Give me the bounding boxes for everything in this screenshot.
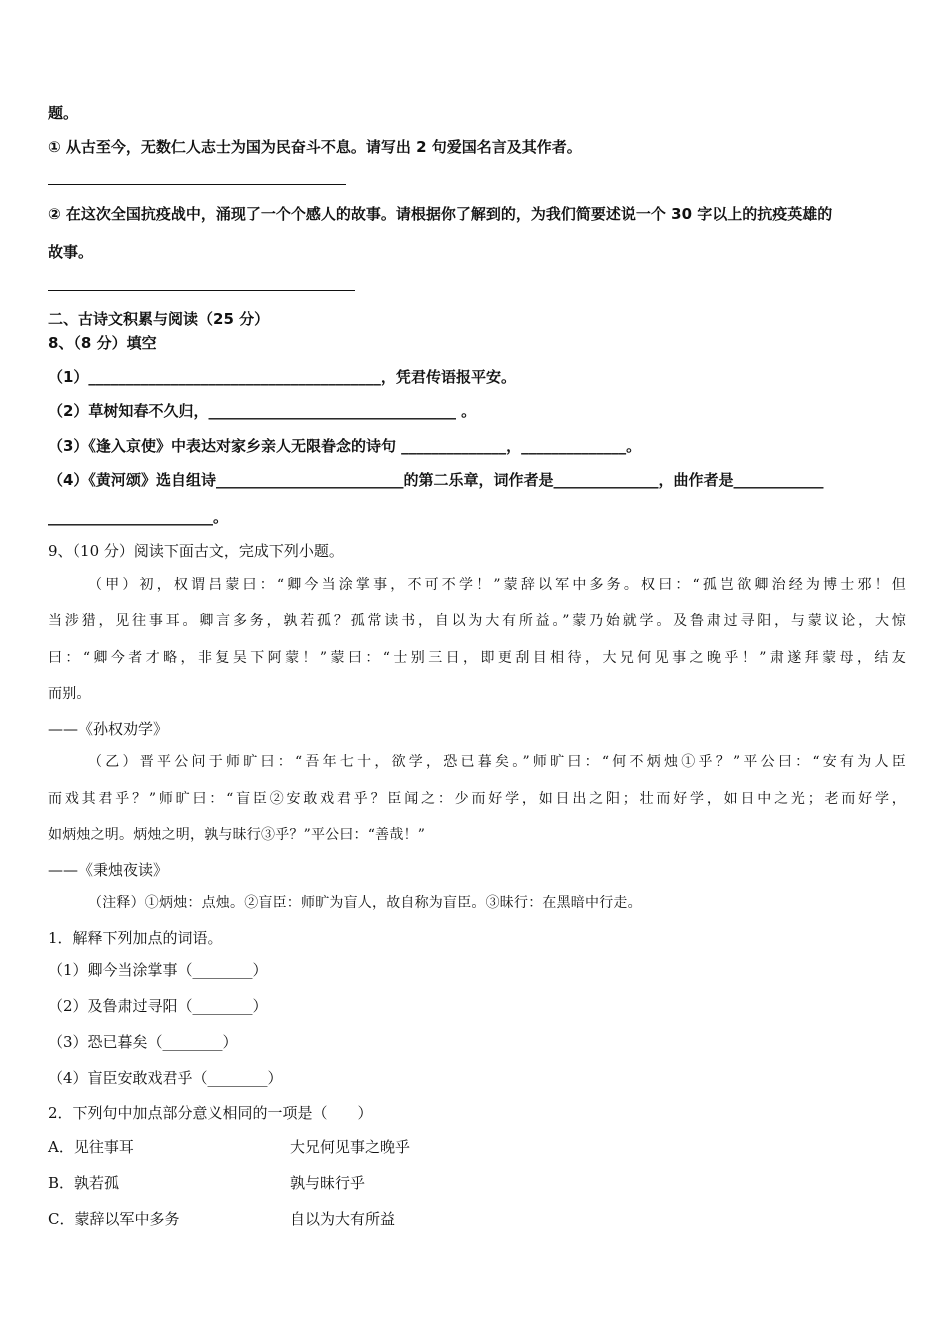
- option-c-right: 自以为大有所益: [290, 1210, 396, 1228]
- option-a-right: 大兄何见事之晚乎: [290, 1138, 411, 1156]
- option-b: [48, 1173, 906, 1193]
- passage-jia-line-2: 当涉猎，见往事耳。卿言多务，孰若孤？孤常读书，自以为大有所益。”蒙乃始就学。及鲁肃过寻阳，与蒙议论，大惊: [48, 613, 906, 629]
- passage-yi-line-1: （乙）晋平公问于师旷曰：“吾年七十，欲学，恐已暮矣。”师旷曰：“何不炳烛①乎？”平公曰：“安有为人臣: [88, 754, 906, 770]
- sub-question-1-item-3: （3）恐已暮矣（________）: [48, 1033, 238, 1051]
- answer-line: [48, 290, 355, 291]
- passage-yi-source: ——《秉烛夜读》: [48, 861, 169, 879]
- option-c: [48, 1209, 906, 1229]
- option-b-right: 孰与昧行乎: [290, 1174, 366, 1192]
- passage-jia-line-3: 曰：“卿今者才略，非复吴下阿蒙！”蒙曰：“士别三日，即更刮目相待，大兄何见事之晚乎！”肃遂拜蒙母，结友: [48, 650, 906, 666]
- question-8-item-3: （3）《逢入京使》中表达对家乡亲人无限眷念的诗句 ______________，______________。: [48, 437, 642, 455]
- passage-jia-line-1: （甲）初，权谓吕蒙曰：“卿今当涂掌事，不可不学！”蒙辞以军中多务。权曰：“孤岂欲卿治经为博士邪！但: [88, 577, 906, 593]
- passage-jia-line-4: 而别。: [48, 686, 91, 702]
- section-heading: 二、古诗文积累与阅读（25 分）: [48, 310, 270, 328]
- question-9-heading: 9、（10 分）阅读下面古文，完成下列小题。: [48, 542, 344, 560]
- sub-question-1-item-2: （2）及鲁肃过寻阳（________）: [48, 997, 268, 1015]
- question-8-item-4: （4）《黄河颂》选自组诗_________________________的第二乐章，词作者是______________，曲作者是____________: [48, 471, 824, 489]
- passage-yi-line-2: 而戏其君乎？”师旷曰：“盲臣②安敢戏君乎？臣闻之：少而好学，如日出之阳；壮而好学，如日中之光；老而好学，: [48, 791, 906, 807]
- question-8-heading: [48, 333, 906, 353]
- option-a: [48, 1137, 906, 1157]
- sub-question-1-heading: 1．解释下列加点的词语。: [48, 929, 223, 947]
- question-8-title: 8、（8 分）填空: [48, 334, 157, 352]
- option-c-left: C．蒙辞以军中多务: [48, 1210, 180, 1228]
- annotation-notes: （注释）①炳烛：点烛。②盲臣：师旷为盲人，故自称为盲臣。③昧行：在黑暗中行走。: [88, 895, 642, 911]
- question-7-3-part-1: ① 从古至今，无数仁人志士为国为民奋斗不息。请写出 2 句爱国名言及其作者。: [48, 138, 582, 156]
- option-a-left: A．见往事耳: [48, 1138, 134, 1156]
- passage-yi-line-3: 如炳烛之明。炳烛之明，孰与昧行③乎？”平公曰：“善哉！”: [48, 827, 426, 843]
- question-7-3-part-2: ② 在这次全国抗疫战中，涌现了一个个感人的故事。请根据你了解到的，为我们简要述说一个 30 字以上的抗疫英雄的: [48, 205, 833, 223]
- question-7-3-part-2-cont: 故事。: [48, 243, 94, 261]
- option-b-left: B．孰若孤: [48, 1174, 120, 1192]
- continued-text: 题。: [48, 104, 79, 122]
- sub-question-1-item-1: （1）卿今当涂掌事（________）: [48, 961, 268, 979]
- question-8-item-4-cont: ______________________。: [48, 508, 229, 526]
- sub-question-1-item-4: （4）盲臣安敢戏君乎（________）: [48, 1069, 283, 1087]
- question-8-item-1: （1）_______________________________________，凭君传语报平安。: [48, 368, 516, 386]
- question-8-item-2: （2）草树知春不久归，_________________________________ 。: [48, 402, 477, 420]
- passage-jia-source: ——《孙权劝学》: [48, 720, 169, 738]
- sub-question-2-heading: 2．下列句中加点部分意义相同的一项是（ ）: [48, 1104, 373, 1122]
- answer-line: [48, 184, 346, 185]
